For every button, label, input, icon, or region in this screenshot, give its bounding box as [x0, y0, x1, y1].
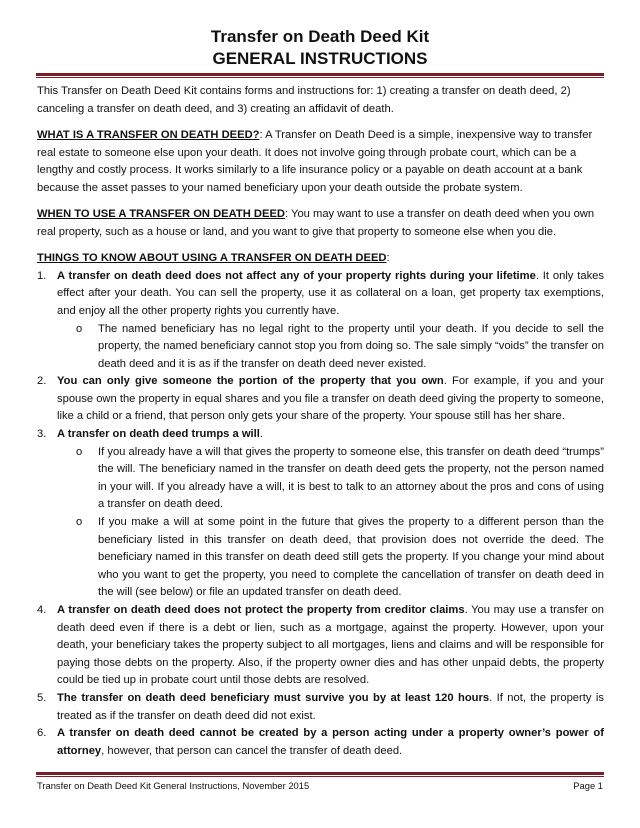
list-item-bold: The transfer on death deed beneficiary must survive you by at least 120 hours [57, 691, 490, 704]
document-title: Transfer on Death Deed Kit [210, 27, 430, 46]
sub-list-item: o If you make a will at some point in the future that gives the property to a different person than the beneficiary listed in this transfer on death deed, that provision does not override the deed. The beneficiary named in this transfer on death deed still gets the property. If you change your mind about who you want to get the property, you need to complete the cancellation of transfer on death deed in the will (see below) or file an updated transfer on death deed. [76, 516, 604, 599]
footer-rule-thin [36, 776, 604, 777]
list-item-number: 5. [37, 691, 47, 704]
header-rule-thin [36, 77, 604, 78]
list-item-bold: A transfer on death deed trumps a will [57, 428, 260, 441]
list-item-number: 3. [37, 428, 47, 441]
when-to-use-heading: WHEN TO USE A TRANSFER ON DEATH DEED [37, 208, 285, 221]
header-rule [36, 73, 604, 76]
sub-list-item: o The named beneficiary has no legal right to the property until your death. If you decide to sell the property, the named beneficiary cannot stop you from doing so. The sale simply “voids” the transfer on death deed and it is as if the transfer on death deed never existed. [76, 322, 604, 370]
footer-rule [36, 772, 604, 775]
list-item-bold: A transfer on death deed does not affect any of your property rights during your lifetime [57, 269, 536, 282]
list-item [37, 268, 604, 374]
list-item-bold: A transfer on death deed does not protect the property from creditor claims [57, 604, 465, 617]
list-item-text: . [259, 428, 263, 441]
document-body [37, 83, 604, 760]
list-item [37, 373, 604, 426]
list-item-text: . For example, if you and your spouse own the property in equal shares and you file a transfer on death deed giving the property to someone, like a child or a friend, that person only gets your share of the property. Your spouse still has her share. [57, 375, 604, 423]
things-to-know-heading: THINGS TO KNOW ABOUT USING A TRANSFER ON DEATH DEED [37, 252, 387, 265]
list-item-bold: You can only give someone the portion of the property that you own [57, 375, 444, 388]
what-is-paragraph [37, 127, 604, 197]
things-to-know-colon: : [386, 252, 390, 265]
list-item-text: . If not, the property is treated as if the transfer on death deed did not exist. [57, 691, 604, 722]
document-subtitle: GENERAL INSTRUCTIONS [212, 49, 428, 68]
bullet-icon: o [76, 322, 83, 335]
list-item-text: , however, that person can cancel the transfer of death deed. [101, 744, 403, 757]
what-is-text: : A Transfer on Death Deed is a simple, inexpensive way to transfer real estate to someone else upon your death. It does not involve going through probate court, which can be a lengthy and costly process. It works similarly to a life insurance policy or a payable on death account at a bank because the asset passes to your named beneficiary upon your death outside the probate system. [37, 128, 593, 194]
sub-list [57, 444, 604, 602]
list-item-text: . You may use a transfer on death deed even if there is a debt or lien, such as a mortgage, against the property. However, upon your death, your beneficiary takes the property subject to all mortgages, liens and claims and will be responsible for paying those debts on the property. Also, if the property owner dies and has other unpaid debts, the property could be tied up in probate court until those debts are resolved. [57, 604, 604, 687]
list-item-number: 6. [37, 727, 47, 740]
what-is-heading: WHAT IS A TRANSFER ON DEATH DEED? [37, 128, 260, 141]
list-item [37, 690, 604, 725]
list-item-bold: A transfer on death deed cannot be created by a person acting under a property owner’s power of attorney [57, 727, 604, 757]
things-to-know-list [37, 268, 604, 761]
list-item-number: 1. [37, 269, 47, 282]
list-item [37, 602, 604, 690]
sub-list-item: o If you already have a will that gives the property to someone else, this transfer on death deed “trumps” the will. The beneficiary named in the transfer on death deed gets the property, not the person named in your will. If you already have a will, it is best to talk to an attorney about the pros and cons of using a transfer on death deed. [76, 445, 604, 511]
intro-paragraph: This Transfer on Death Deed Kit contains forms and instructions for: 1) creating a transfer on death deed, 2) canceling a transfer on death deed, and 3) creating an affidavit of death. [37, 85, 571, 115]
list-item-number: 4. [37, 604, 47, 617]
things-to-know-heading-line [37, 250, 604, 268]
list-item [37, 725, 604, 760]
list-item [37, 426, 604, 602]
bullet-icon: o [76, 445, 83, 458]
bullet-icon: o [76, 516, 83, 529]
footer-document-name: Transfer on Death Deed Kit General Instructions, November 2015 [37, 780, 310, 791]
list-item-number: 2. [37, 375, 47, 388]
when-to-use-text: : You may want to use a transfer on death deed when you own real property, such as a house or land, and you want to give that property to someone else when you die. [37, 208, 595, 238]
footer-page-number: Page 1 [573, 780, 603, 791]
when-to-use-paragraph [37, 206, 604, 241]
list-item-text: . It only takes effect after your death. You can sell the property, use it as collateral on a loan, get property tax exemptions, and enjoy all the other property rights you currently have. [57, 269, 604, 317]
sub-list [57, 321, 604, 374]
